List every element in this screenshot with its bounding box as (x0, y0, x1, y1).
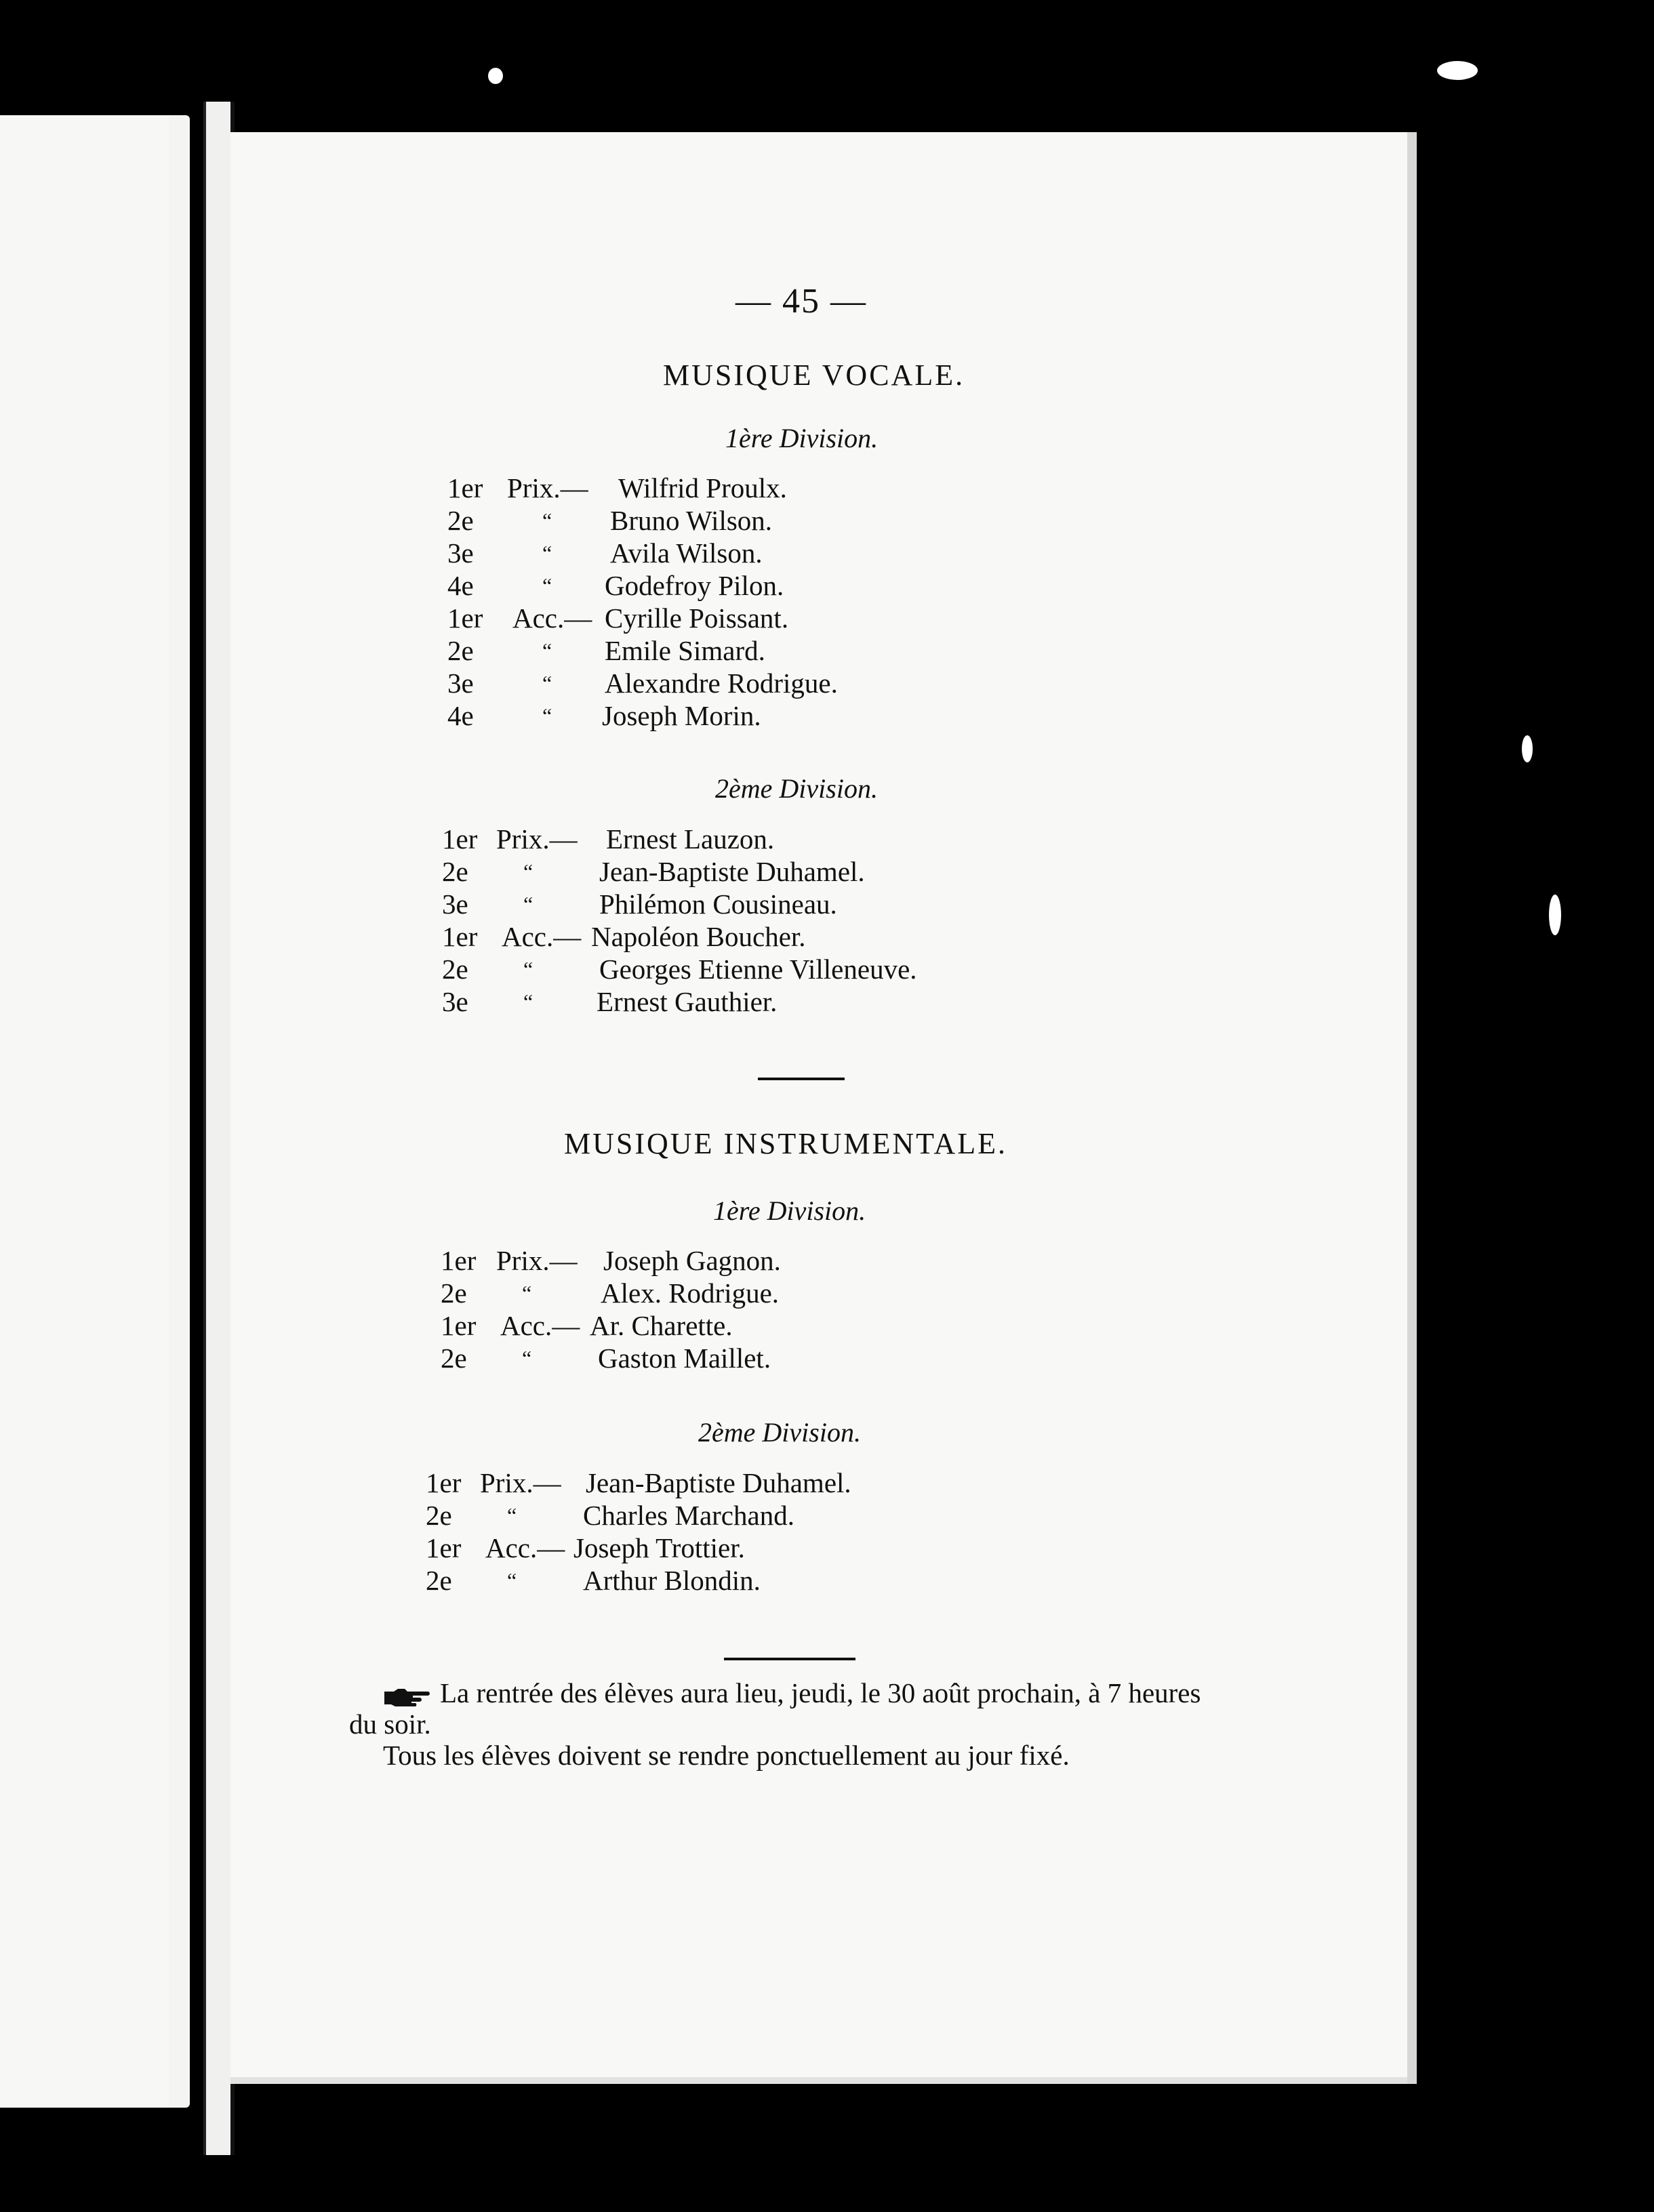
vocal-music-title: MUSIQUE VOCALE. (663, 359, 965, 392)
list-item (441, 1247, 983, 1279)
winner-name: Alexandre Rodrigue. (605, 668, 838, 699)
return-notice (349, 1677, 1213, 1771)
award: Prix.— (496, 1245, 578, 1276)
winner-name: Alex. Rodrigue. (601, 1277, 780, 1309)
instrumental-division-2-list (426, 1469, 1036, 1599)
left-page-edge (0, 115, 190, 2108)
winner-name: Gaston Maillet. (598, 1343, 771, 1374)
rank: 2e (426, 1500, 452, 1531)
rank: 1er (447, 472, 483, 504)
rank: 2e (442, 856, 468, 887)
rank: 3e (447, 668, 474, 699)
pointing-hand-icon (383, 1686, 430, 1706)
rank: 2e (441, 1343, 467, 1374)
instrumental-division-2-label: 2ème Division. (698, 1417, 861, 1448)
ditto-mark: “ (523, 989, 533, 1014)
award: Prix.— (480, 1467, 561, 1498)
award: Acc.— (512, 602, 592, 634)
winner-name: Wilfrid Proulx. (618, 472, 787, 504)
list-item (441, 1345, 983, 1377)
winner-name: Arthur Blondin. (583, 1565, 761, 1596)
winner-name: Napoléon Boucher. (591, 921, 806, 952)
scan-speck (1522, 735, 1533, 762)
instrumental-division-1-label: 1ère Division. (713, 1195, 866, 1226)
vocal-division-1-list (447, 474, 990, 735)
winner-name: Charles Marchand. (583, 1500, 794, 1531)
notice-line-1: La rentrée des élèves aura lieu, jeudi, le 30 août prochain, à 7 heures du soir. (349, 1677, 1201, 1740)
rank: 1er (447, 602, 483, 634)
ditto-mark: “ (507, 1503, 517, 1528)
winner-name: Ernest Lauzon. (606, 823, 775, 855)
winner-name: Ernest Gauthier. (597, 986, 778, 1017)
list-item (442, 923, 1052, 956)
scan-speck (1549, 895, 1561, 935)
list-item (447, 670, 990, 702)
instrumental-music-title: MUSIQUE INSTRUMENTALE. (564, 1127, 1008, 1160)
award: Acc.— (500, 1310, 580, 1341)
list-item (442, 956, 1052, 988)
list-item (426, 1502, 1036, 1534)
ditto-mark: “ (542, 508, 552, 533)
award: Prix.— (496, 823, 578, 855)
award: Acc.— (502, 921, 582, 952)
list-item (441, 1312, 983, 1345)
rank: 2e (426, 1565, 452, 1596)
ditto-mark: “ (523, 892, 533, 916)
section-divider (724, 1658, 855, 1660)
list-item (447, 507, 990, 539)
rank: 3e (447, 537, 474, 569)
rank: 1er (441, 1310, 477, 1341)
list-item (426, 1534, 1036, 1567)
winner-name: Avila Wilson. (610, 537, 763, 569)
section-divider (758, 1078, 845, 1080)
ditto-mark: “ (507, 1568, 517, 1593)
list-item (447, 474, 990, 507)
ditto-mark: “ (542, 573, 552, 598)
list-item (447, 572, 990, 605)
winner-name: Ar. Charette. (590, 1310, 733, 1341)
winner-name: Jean-Baptiste Duhamel. (599, 856, 865, 887)
rank: 3e (442, 888, 468, 920)
ditto-mark: “ (542, 541, 552, 565)
winner-name: Philémon Cousineau. (599, 888, 837, 920)
winner-name: Cyrille Poissant. (605, 602, 789, 634)
rank: 1er (426, 1532, 462, 1563)
rank: 2e (442, 954, 468, 985)
ditto-mark: “ (542, 638, 552, 663)
list-item (447, 602, 990, 637)
notice-paragraph-1 (349, 1677, 1213, 1740)
ditto-mark: “ (542, 671, 552, 695)
ditto-mark: “ (522, 1281, 532, 1305)
winner-name: Jean-Baptiste Duhamel. (586, 1467, 851, 1498)
winner-name: Joseph Morin. (602, 700, 761, 731)
list-item (442, 858, 1052, 890)
ditto-mark: “ (522, 1346, 532, 1370)
list-item (426, 1469, 1036, 1502)
rank: 2e (447, 505, 474, 536)
rank: 2e (447, 635, 474, 666)
winner-name: Godefroy Pilon. (605, 570, 784, 601)
scan-speck (488, 68, 503, 84)
notice-line-2: Tous les élèves doivent se rendre ponctuellement au jour fixé. (383, 1740, 1070, 1771)
vocal-division-2-label: 2ème Division. (715, 773, 878, 804)
vocal-division-1-label: 1ère Division. (725, 423, 879, 453)
vocal-division-2-list (442, 825, 1052, 1021)
ditto-mark: “ (523, 859, 533, 884)
rank: 4e (447, 570, 474, 601)
rank: 1er (426, 1467, 462, 1498)
winner-name: Joseph Trottier. (573, 1532, 745, 1563)
notice-paragraph-2 (349, 1740, 1213, 1771)
instrumental-division-1-list (441, 1247, 983, 1377)
winner-name: Joseph Gagnon. (603, 1245, 781, 1276)
list-item (441, 1279, 983, 1312)
rank: 1er (442, 823, 478, 855)
rank: 1er (441, 1245, 477, 1276)
left-page-paper (0, 115, 169, 2108)
winner-name: Emile Simard. (605, 635, 765, 666)
list-item (442, 988, 1052, 1021)
list-item (426, 1567, 1036, 1599)
winner-name: Bruno Wilson. (610, 505, 773, 536)
list-item (447, 637, 990, 670)
award: Acc.— (485, 1532, 565, 1563)
award: Prix.— (507, 472, 588, 504)
winner-name: Georges Etienne Villeneuve. (599, 954, 917, 985)
ditto-mark: “ (523, 957, 533, 981)
list-item (447, 702, 990, 735)
ditto-mark: “ (542, 703, 552, 728)
list-item (447, 539, 990, 572)
list-item (442, 890, 1052, 923)
list-item (442, 825, 1052, 858)
page-number: — 45 — (735, 282, 867, 321)
scan-speck (1437, 61, 1478, 80)
rank: 1er (442, 921, 478, 952)
rank: 3e (442, 986, 468, 1017)
rank: 2e (441, 1277, 467, 1309)
rank: 4e (447, 700, 474, 731)
